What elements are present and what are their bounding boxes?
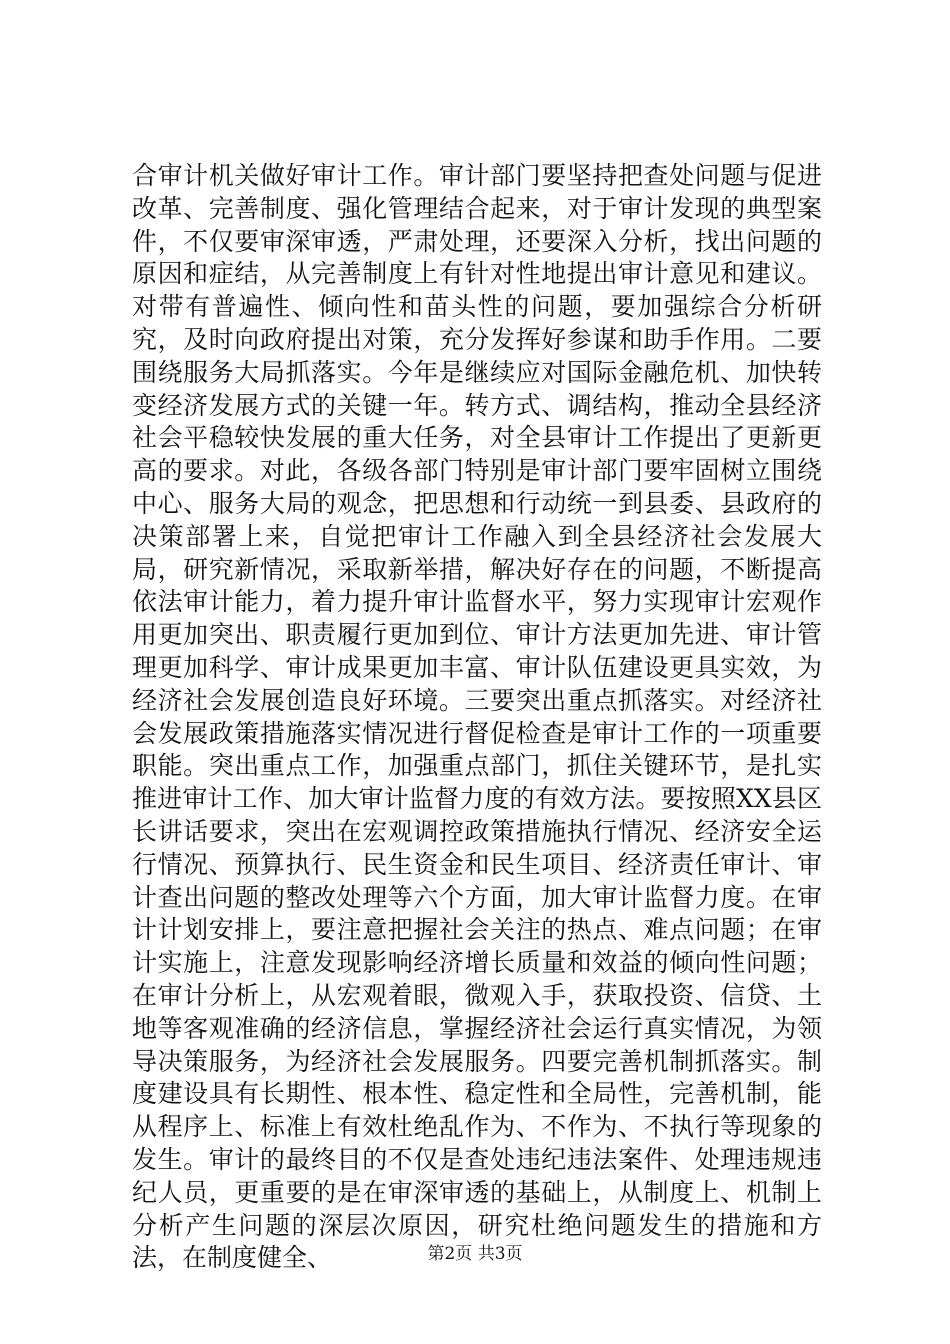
body-paragraph: 合审计机关做好审计工作。审计部门要坚持把查处问题与促进改革、完善制度、强化管理结合起来，对于审计发现的典型案件，不仅要审深审透，严肃处理，还要深入分析，找出问题的原因和症结，从完善制度上有针对性地提出审计意见和建议。对带有普遍性、倾向性和苗头性的问题，要加强综合分析研究，及时向政府提出对策，充分发挥好参谋和助手作用。二要围绕服务大局抓落实。今年是继续应对国际金融危机、加快转变经济发展方式的关键一年。转方式、调结构，推动全县经济社会平稳较快发展的重大任务，对全县审计工作提出了更新更高的要求。对此，各级各部门特别是审计部门要牢固树立围绕中心、服务大局的观念，把思想和行动统一到县委、县政府的决策部署上来，自觉把审计工作融入到全县经济社会发展大局，研究新情况，采取新举措，解决好存在的问题，不断提高依法审计能力，着力提升审计监督水平，努力实现审计宏观作用更加突出、职责履行更加到位、审计方法更加先进、审计管理更加科学、审计成果更加丰富、审计队伍建设更具实效，为经济社会发展创造良好环境。三要突出重点抓落实。对经济社会发展政策措施落实情况进行督促检查是审计工作的一项重要职能。突出重点工作，加强重点部门，抓住关键环节，是扎实推进审计工作、加大审计监督力度的有效方法。要按照XX县区长讲话要求，突出在宏观调控政策措施执行情况、经济安全运行情况、预算执行、民生资金和民生项目、经济责任审计、审计查出问题的整改处理等六个方面，加大审计监督力度。在审计计划安排上，要注意把握社会关注的热点、难点问题；在审计实施上，注意发现影响经济增长质量和效益的倾向性问题；在审计分析上，从宏观着眼，微观入手，获取投资、信贷、土地等客观准确的经济信息，掌握经济社会运行真实情况，为领导决策服务，为经济社会发展服务。四要完善机制抓落实。制度建设具有长期性、根本性、稳定性和全局性，完善机制，能从程序上、标准上有效杜绝乱作为、不作为、不执行等现象的发生。审计的最终目的不仅是查处违纪违法案件、处理违规违纪人员，更重要的是在审深审透的基础上，从制度上、机制上分析产生问题的深层次原因，研究杜绝问题发生的措施和方法，在制度健全、 xyxy=(132,161,822,1273)
page-footer: 第2页 共3页 xyxy=(427,1244,523,1264)
